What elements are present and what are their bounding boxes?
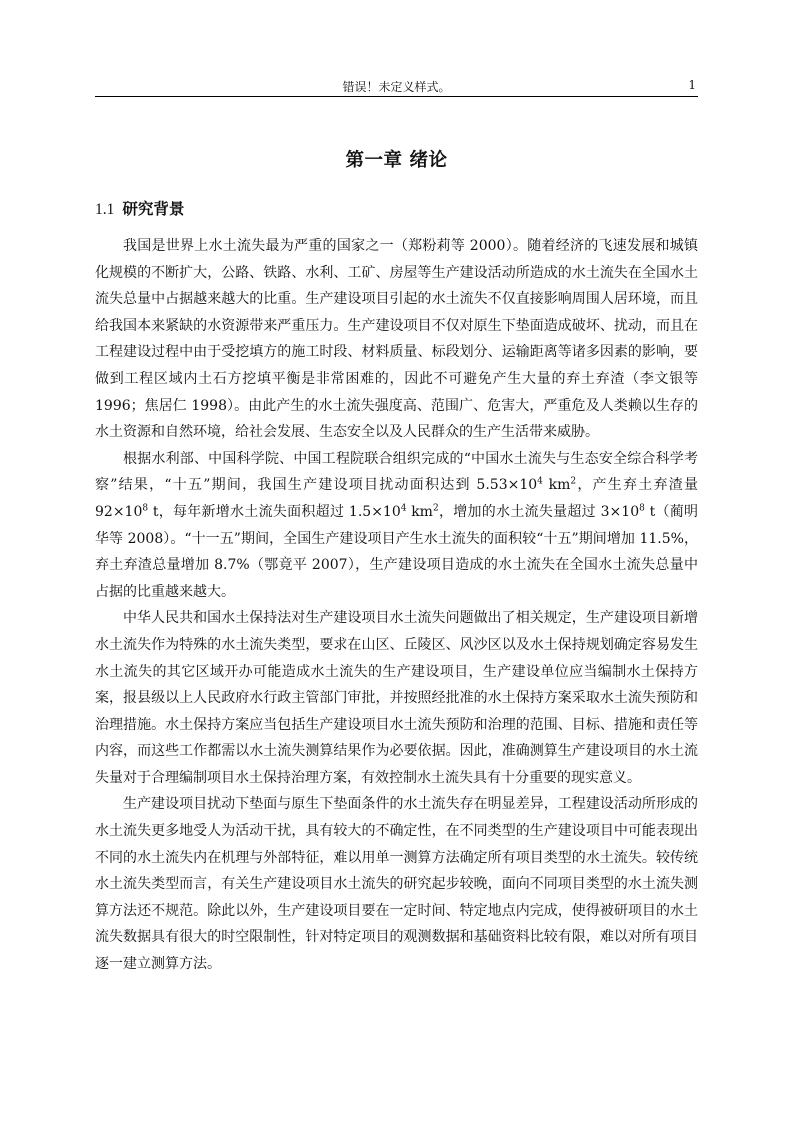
paragraph-2-text: t，每年新增水土流失面积超过 1.5×10	[148, 503, 401, 520]
page-number: 1	[688, 78, 696, 92]
paragraph-2-text: km	[542, 477, 571, 494]
paragraph-2	[95, 446, 698, 606]
superscript: 4	[400, 503, 407, 514]
paragraph-2-text: ，增加的水土流失量超过 3×10	[438, 503, 640, 520]
paragraph-2-text: 根据水利部、中国科学院、中国工程院联合组织完成的“中国水土流失与生态安全综合科学考察”结果，“十五”期间，我国生产建设项目扰动面积达到 5.53×10	[95, 450, 698, 494]
paragraph-2-text: km	[406, 503, 433, 520]
paragraph-2-text: ，产生弃土弃渣量 92×10	[95, 477, 699, 520]
section-heading	[95, 197, 184, 219]
section-number: 1.1	[95, 201, 115, 218]
section-title: 研究背景	[122, 200, 185, 218]
body-text	[95, 233, 698, 978]
page-header	[95, 76, 698, 97]
superscript: 4	[537, 476, 543, 487]
header-title: 错误！未定义样式。	[342, 80, 451, 94]
paragraph-4: 生产建设项目扰动下垫面与原生下垫面条件的水土流失存在明显差异，工程建设活动所形成的水土流失更多地受人为活动干扰，具有较大的不确定性，在不同类型的生产建设项目中可能表现出不同的水土流失内在机理与外部特征，难以用单一测算方法确定所有项目类型的水土流失。较传统水土流失类型而言，有关生产建设项目水土流失的研究起步较晚，面向不同项目类型的水土流失测算方法还不规范。除此以外，生产建设项目要在一定时间、特定地点内完成，使得被研项目的水土流失数据具有很大的时空限制性，针对特定项目的观测数据和基础资料比较有限，难以对所有项目逐一建立测算方法。	[95, 796, 698, 973]
paragraph-1: 我国是世界上水土流失最为严重的国家之一（郑粉莉等 2000）。随着经济的飞速发展和城镇化规模的不断扩大，公路、铁路、水利、工矿、房屋等生产建设活动所造成的水土流失在全国水土流失总量中占据越来越大的比重。生产建设项目引起的水土流失不仅直接影响周围人居环境，而且给我国本来紧缺的水资源带来严重压力。生产建设项目不仅对原生下垫面造成破坏、扰动，而且在工程建设过程中由于受挖填方的施工时段、材料质量、标段划分、运输距离等诸多因素的影响，要做到工程区域内土石方挖填平衡是非常困难的，因此不可避免产生大量的弃土弃渣（李文银等 1996；焦居仁 1998）。由此产生的水土流失强度高、范围广、危害大，严重危及人类赖以生存的水土资源和自然环境，给社会发展、生态安全以及人民群众的生产生活带来威胁。	[95, 238, 698, 441]
paragraph-3: 中华人民共和国水土保持法对生产建设项目水土流失问题做出了相关规定，生产建设项目新增水土流失作为特殊的水土流失类型，要求在山区、丘陵区、风沙区以及水土保持规划确定容易发生水土流失的其它区域开办可能造成水土流失的生产建设项目，生产建设单位应当编制水土保持方案，报县级以上人民政府水行政主管部门审批，并按照经批准的水土保持方案采取水土流失预防和治理措施。水土保持方案应当包括生产建设项目水土流失预防和治理的范围、目标、措施和责任等内容，而这些工作都需以水土流失测算结果作为必要依据。因此，准确测算生产建设项目的水土流失量对于合理编制项目水土保持治理方案，有效控制水土流失具有十分重要的现实意义。	[95, 610, 698, 786]
superscript: 8	[142, 503, 149, 514]
paragraph-2-text: t（蔺明华等 2008）。“十一五”期间，全国生产建设项目产生水土流失的面积较“十五”期间增加 11.5%，弃土弃渣总量增加 8.7%（鄂竟平 2007），生产建设项目造成的水土流失在全国水土流失总量中占据的比重越来越大。	[95, 503, 698, 600]
superscript: 2	[432, 503, 439, 514]
superscript: 2	[570, 476, 577, 487]
superscript: 8	[639, 503, 645, 514]
chapter-title: 第一章 绪论	[345, 150, 448, 171]
